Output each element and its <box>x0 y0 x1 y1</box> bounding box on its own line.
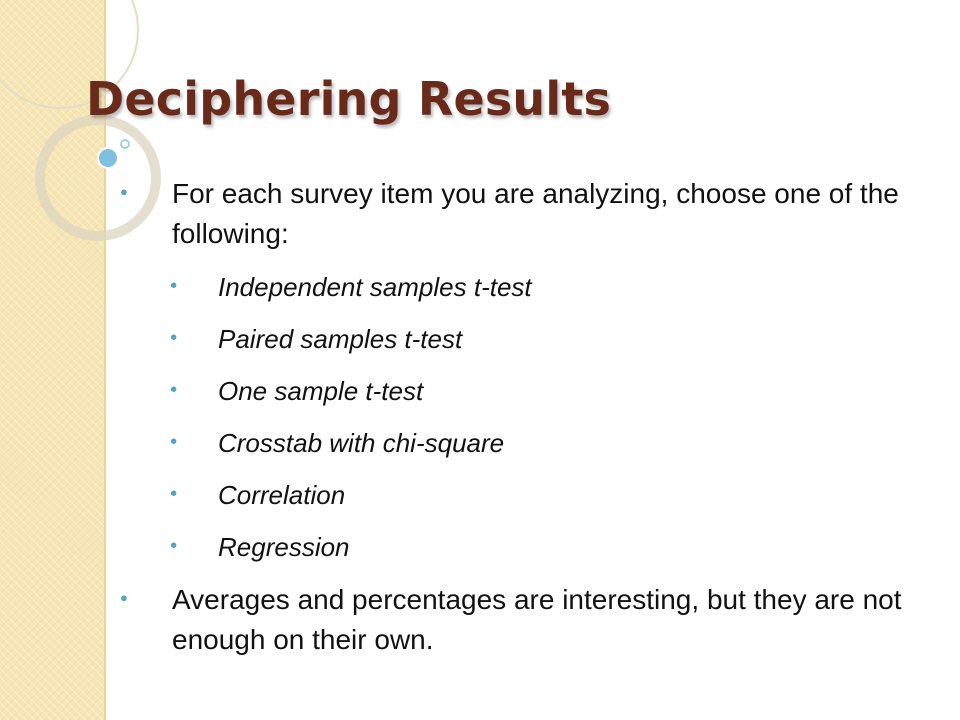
small-dot-icon <box>121 140 129 148</box>
bullet-text: Averages and percentages are interesting, but they are not enough on their own. <box>172 584 902 655</box>
sub-bullet-correlation <box>120 476 910 514</box>
bullet-dot-icon: • <box>170 379 178 401</box>
bullet-dot-icon: • <box>170 535 178 557</box>
large-dot-icon <box>98 148 118 168</box>
bullet-item-choose-analysis <box>120 174 910 254</box>
bullet-dot-icon: • <box>170 327 178 349</box>
bullet-dot-icon: • <box>170 483 178 505</box>
bullet-list <box>120 174 910 674</box>
bullet-text: Correlation <box>218 480 346 510</box>
sub-bullet-crosstab <box>120 424 910 462</box>
sub-bullet-one-sample-t-test <box>120 372 910 410</box>
bullet-text: Crosstab with chi-square <box>218 428 505 458</box>
bullet-text: One sample t-test <box>218 376 424 406</box>
bullet-dot-icon: ● <box>120 590 128 605</box>
bullet-text: Paired samples t-test <box>218 324 463 354</box>
sub-bullet-paired-t-test <box>120 320 910 358</box>
bullet-text: Regression <box>218 532 350 562</box>
bullet-item-averages-note <box>120 580 910 660</box>
bullet-dot-icon: • <box>170 431 178 453</box>
bullet-text: Independent samples t-test <box>218 272 532 302</box>
bullet-text: For each survey item you are analyzing, choose one of the following: <box>172 178 899 249</box>
slide-title: Deciphering Results <box>86 72 612 126</box>
bullet-dot-icon: • <box>170 275 178 297</box>
sub-bullet-regression <box>120 528 910 566</box>
sub-bullet-independent-t-test <box>120 268 910 306</box>
bullet-dot-icon: ● <box>120 184 128 199</box>
